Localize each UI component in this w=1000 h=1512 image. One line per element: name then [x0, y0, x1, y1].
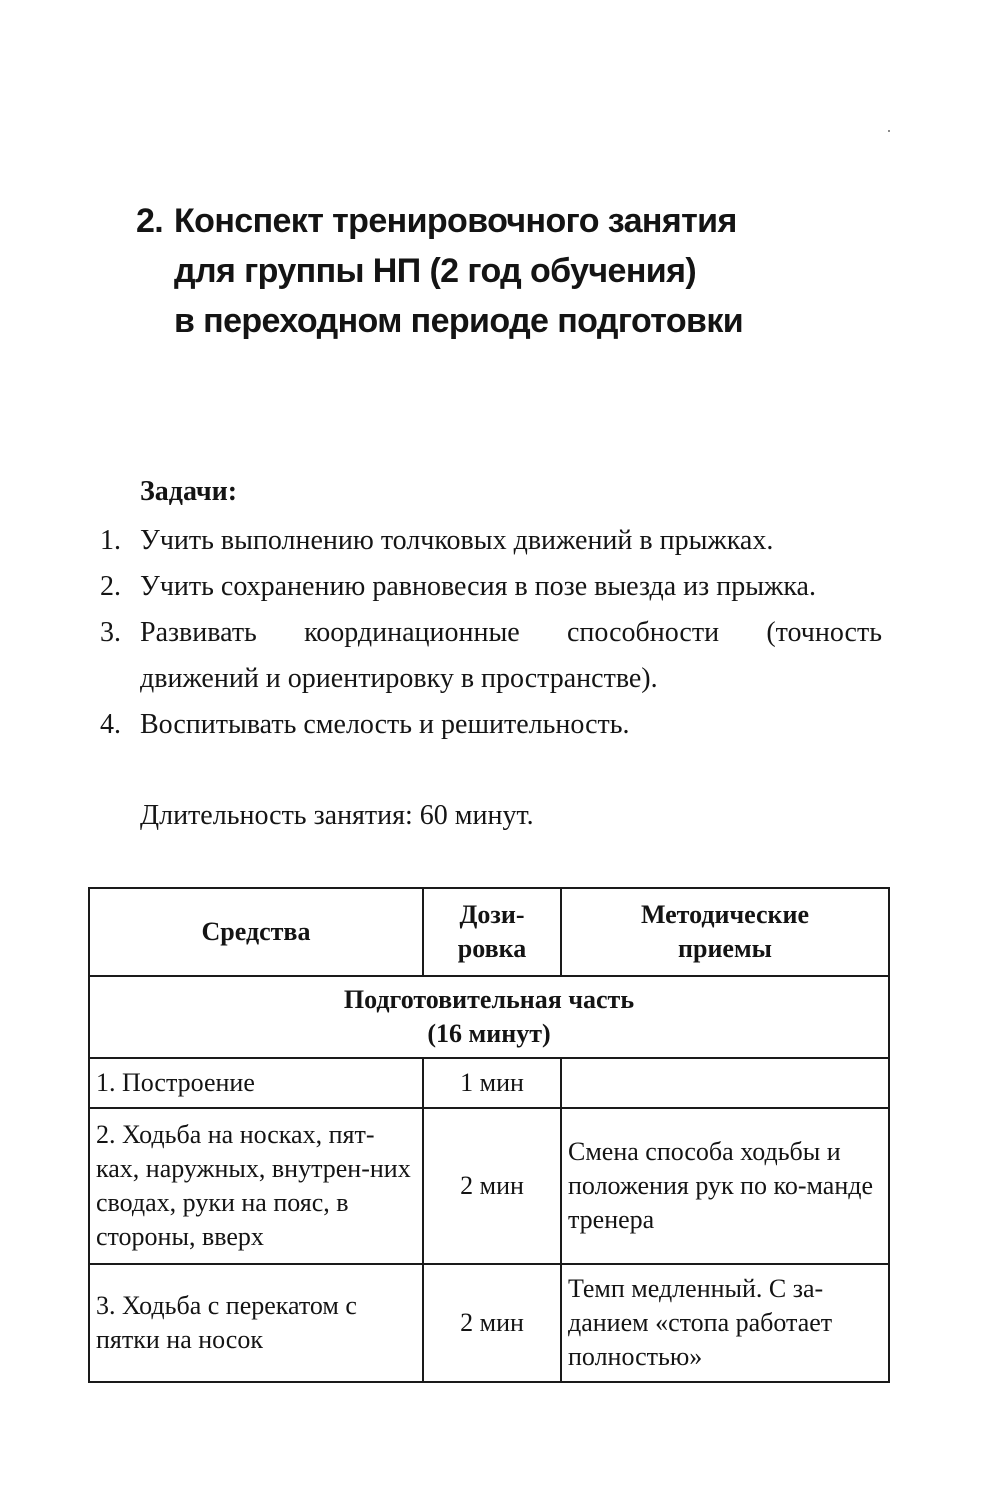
cell-means: 2. Ходьба на носках, пят-ках, наружных, внутрен-них сводах, руки на пояс, в стороны, вверх	[89, 1108, 423, 1264]
header-means: Средства	[89, 888, 423, 976]
header-dosage-line-2: ровка	[457, 934, 527, 963]
task-text: Учить выполнению толчковых движений в прыжках.	[140, 525, 774, 556]
header-dosage	[423, 888, 561, 976]
task-number: 1.	[100, 525, 121, 556]
heading-text-1: Конспект тренировочного занятия	[174, 202, 737, 240]
scan-speck	[888, 130, 890, 132]
cell-means: 3. Ходьба с перекатом с пятки на носок	[89, 1264, 423, 1382]
tasks-list	[100, 518, 882, 748]
header-methods-line-1: Методические	[640, 900, 810, 929]
heading-number: 2.	[136, 202, 164, 240]
table-row	[89, 1058, 889, 1108]
task-number: 3.	[100, 617, 121, 648]
heading-line-2: для группы НП (2 год обучения)	[174, 252, 697, 290]
task-text: Учить сохранению равновесия в позе выезда из прыжка.	[140, 571, 816, 602]
cell-dosage: 1 мин	[423, 1058, 561, 1108]
cell-dosage: 2 мин	[423, 1264, 561, 1382]
tasks-title: Задачи:	[140, 476, 238, 507]
task-item	[100, 564, 882, 610]
table-row	[89, 1108, 889, 1264]
header-methods-line-2: приемы	[678, 934, 772, 963]
task-item	[100, 610, 882, 702]
header-methods	[561, 888, 889, 976]
section-row	[89, 976, 889, 1058]
section-subtitle: (16 минут)	[427, 1019, 551, 1048]
task-item	[100, 518, 882, 564]
heading-line-1	[136, 196, 896, 246]
cell-means: 1. Построение	[89, 1058, 423, 1108]
task-number: 2.	[100, 571, 121, 602]
table-header-row	[89, 888, 889, 976]
section-title: Подготовительная часть	[343, 985, 635, 1014]
section-cell	[89, 976, 889, 1058]
table-row	[89, 1264, 889, 1382]
heading-line-3: в переходном периоде подготовки	[174, 302, 744, 340]
header-dosage-line-1: Дози-	[459, 900, 525, 929]
task-text: Воспитывать смелость и решительность.	[140, 709, 630, 740]
task-number: 4.	[100, 709, 121, 740]
cell-methods: Смена способа ходьбы и положения рук по ко-манде тренера	[561, 1108, 889, 1264]
lesson-plan-table	[88, 887, 890, 1383]
cell-methods: Темп медленный. С за-данием «стопа работает полностью»	[561, 1264, 889, 1382]
cell-methods	[561, 1058, 889, 1108]
cell-dosage: 2 мин	[423, 1108, 561, 1264]
section-heading	[136, 196, 896, 346]
task-item	[100, 702, 882, 748]
task-text: Развивать координационные способности (точность движений и ориентировку в пространстве).	[140, 617, 882, 694]
lesson-duration: Длительность занятия: 60 минут.	[140, 800, 534, 831]
